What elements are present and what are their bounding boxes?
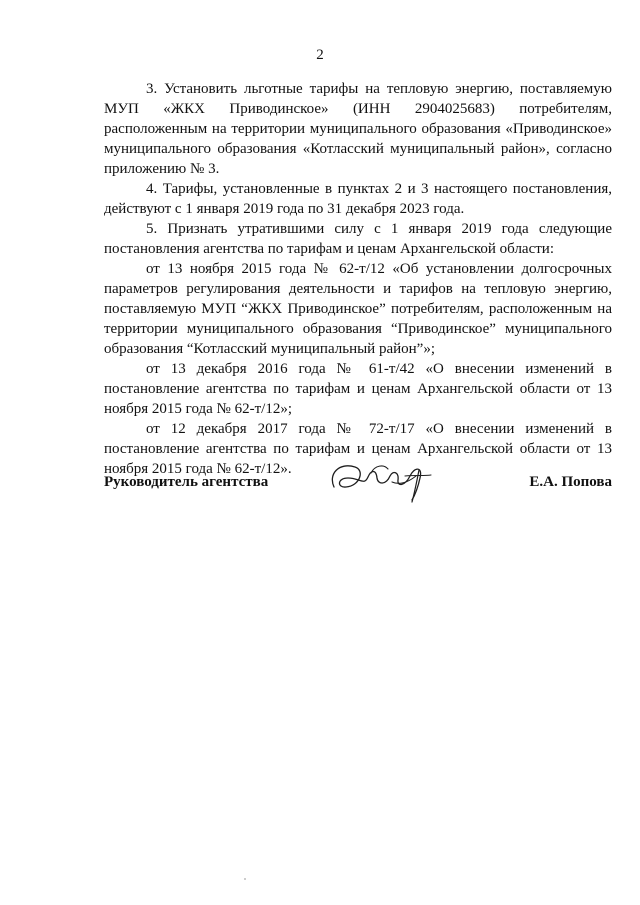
repealed-decree-1: от 13 ноября 2015 года № 62-т/12 «Об установлении долгосрочных параметров регулирования деятельности и тарифов на тепловую энергию, поставляемую МУП “ЖКХ Приводинское” потребителям, расположенным на территории муниципального образования “Приводинское” муниципального образования “Котласский муниципальный район”»; [104,261,612,357]
signer-name: Е.А. Попова [529,474,612,490]
document-body [104,79,612,479]
handwritten-signature [326,458,436,504]
page-number: 2 [316,47,324,63]
signer-title: Руководитель агентства [104,474,269,490]
paragraph-item-5: 5. Признать утратившими силу с 1 января 2019 года следующие постановления агентства по тарифам и ценам Архангельской области: [104,221,612,257]
signature-block [104,458,612,508]
paragraph-item-3: 3. Установить льготные тарифы на тепловую энергию, поставляемую МУП «ЖКХ Приводинское» (ИНН 2904025683) потребителям, расположенным на территории муниципального образования «Приводинское» муниципального образования «Котласский муниципальный район», согласно приложению № 3. [104,81,612,177]
paragraph-item-4: 4. Тарифы, установленные в пунктах 2 и 3 настоящего постановления, действуют с 1 января 2019 года по 31 декабря 2023 года. [104,181,612,217]
repealed-decree-3: от 12 декабря 2017 года № 72-т/17 «О внесении изменений в постановление агентства по тарифам и ценам Архангельской области от 13 ноября 2015 года № 62-т/12». [104,421,612,477]
scan-mark [244,878,246,880]
repealed-decree-2: от 13 декабря 2016 года № 61-т/42 «О внесении изменений в постановление агентства по тарифам и ценам Архангельской области от 13 ноября 2015 года № 62-т/12»; [104,361,612,417]
